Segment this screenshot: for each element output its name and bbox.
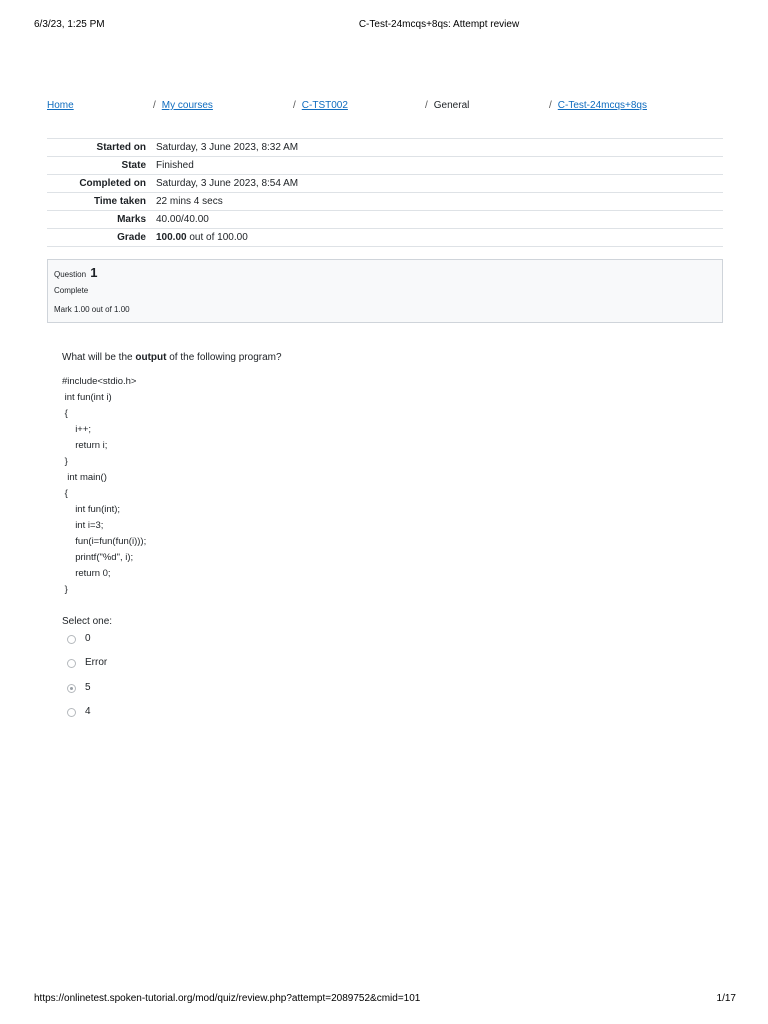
code-line: { [62,408,68,419]
question-info-box [47,259,723,323]
summary-label: State [121,160,146,171]
summary-row-grade [47,229,723,247]
summary-label: Started on [96,142,146,153]
answer-option[interactable] [67,705,267,721]
code-line: return i; [62,440,108,451]
code-line: int main() [62,472,107,483]
breadcrumb-link-home[interactable]: Home [47,100,74,111]
summary-row-time-taken [47,193,723,211]
code-line: } [62,584,68,595]
breadcrumb-item-general [425,100,469,111]
summary-value: Saturday, 3 June 2023, 8:32 AM [156,142,299,153]
radio-button-checked[interactable] [67,684,76,693]
answer-label: 0 [85,633,91,644]
breadcrumb-text-general: General [433,100,470,111]
answer-option[interactable] [67,632,267,648]
breadcrumb-item-quiz[interactable] [549,100,647,111]
breadcrumb-separator: / [425,100,428,111]
code-line: printf("%d", i); [62,552,134,563]
page-url: https://onlinetest.spoken-tutorial.org/mod/quiz/review.php?attempt=2089752&cmid=101 [34,993,421,1004]
code-line: } [62,456,68,467]
code-line: fun(i=fun(fun(i))); [62,536,147,547]
answer-label: 4 [85,706,91,717]
summary-value: 22 mins 4 secs [156,196,223,207]
document-title: C-Test-24mcqs+8qs: Attempt review [358,19,520,30]
question-number [54,265,98,280]
summary-value: Finished [156,160,194,171]
radio-button[interactable] [67,635,76,644]
grade-score: 100.00 [156,232,187,243]
question-label: Question [54,270,87,279]
breadcrumb-separator: / [293,100,296,111]
summary-label: Grade [117,232,146,243]
summary-label: Completed on [79,178,146,189]
select-one-prompt: Select one: [62,616,113,627]
code-snippet [62,374,362,598]
breadcrumb-separator: / [549,100,552,111]
summary-row-state [47,157,723,175]
code-line: int fun(int); [62,504,121,515]
question-mark: Mark 1.00 out of 1.00 [54,305,130,314]
summary-row-marks [47,211,723,229]
print-date: 6/3/23, 1:25 PM [34,19,105,30]
question-text [62,352,282,363]
breadcrumb-link-my-courses[interactable]: My courses [161,100,213,111]
breadcrumb-item-home[interactable] [47,100,74,111]
radio-button[interactable] [67,659,76,668]
breadcrumb-link-course[interactable]: C-TST002 [301,100,348,111]
answer-option[interactable] [67,656,267,672]
code-line: return 0; [62,568,111,579]
code-line: int i=3; [62,520,104,531]
radio-button[interactable] [67,708,76,717]
grade-out-of: out of 100.00 [186,232,248,243]
summary-row-started [47,139,723,157]
summary-label: Time taken [93,196,146,207]
question-text-bold: output [135,352,167,363]
breadcrumb-item-my-courses[interactable] [153,100,213,111]
question-state: Complete [54,286,89,295]
code-line: { [62,488,68,499]
answer-label: 5 [85,682,91,693]
code-line: #include<stdio.h> [62,376,137,387]
question-text-part: What will be the [62,352,136,363]
question-number-value: 1 [90,265,98,280]
summary-value: 40.00/40.00 [156,214,209,225]
code-line: int fun(int i) [62,392,112,403]
summary-value: Saturday, 3 June 2023, 8:54 AM [156,178,299,189]
breadcrumb-item-course[interactable] [293,100,348,111]
attempt-summary-table [47,138,723,247]
answer-label: Error [85,657,108,668]
page-number: 1/17 [716,993,736,1004]
print-header [0,0,768,40]
breadcrumb-link-quiz[interactable]: C-Test-24mcqs+8qs [557,100,647,111]
breadcrumb-separator: / [153,100,156,111]
code-line: i++; [62,424,92,435]
question-text-part: of the following program? [166,352,282,363]
summary-value [156,229,723,247]
answer-option-selected[interactable] [67,681,267,697]
breadcrumb [47,100,727,116]
summary-row-completed [47,175,723,193]
summary-label: Marks [117,214,146,225]
